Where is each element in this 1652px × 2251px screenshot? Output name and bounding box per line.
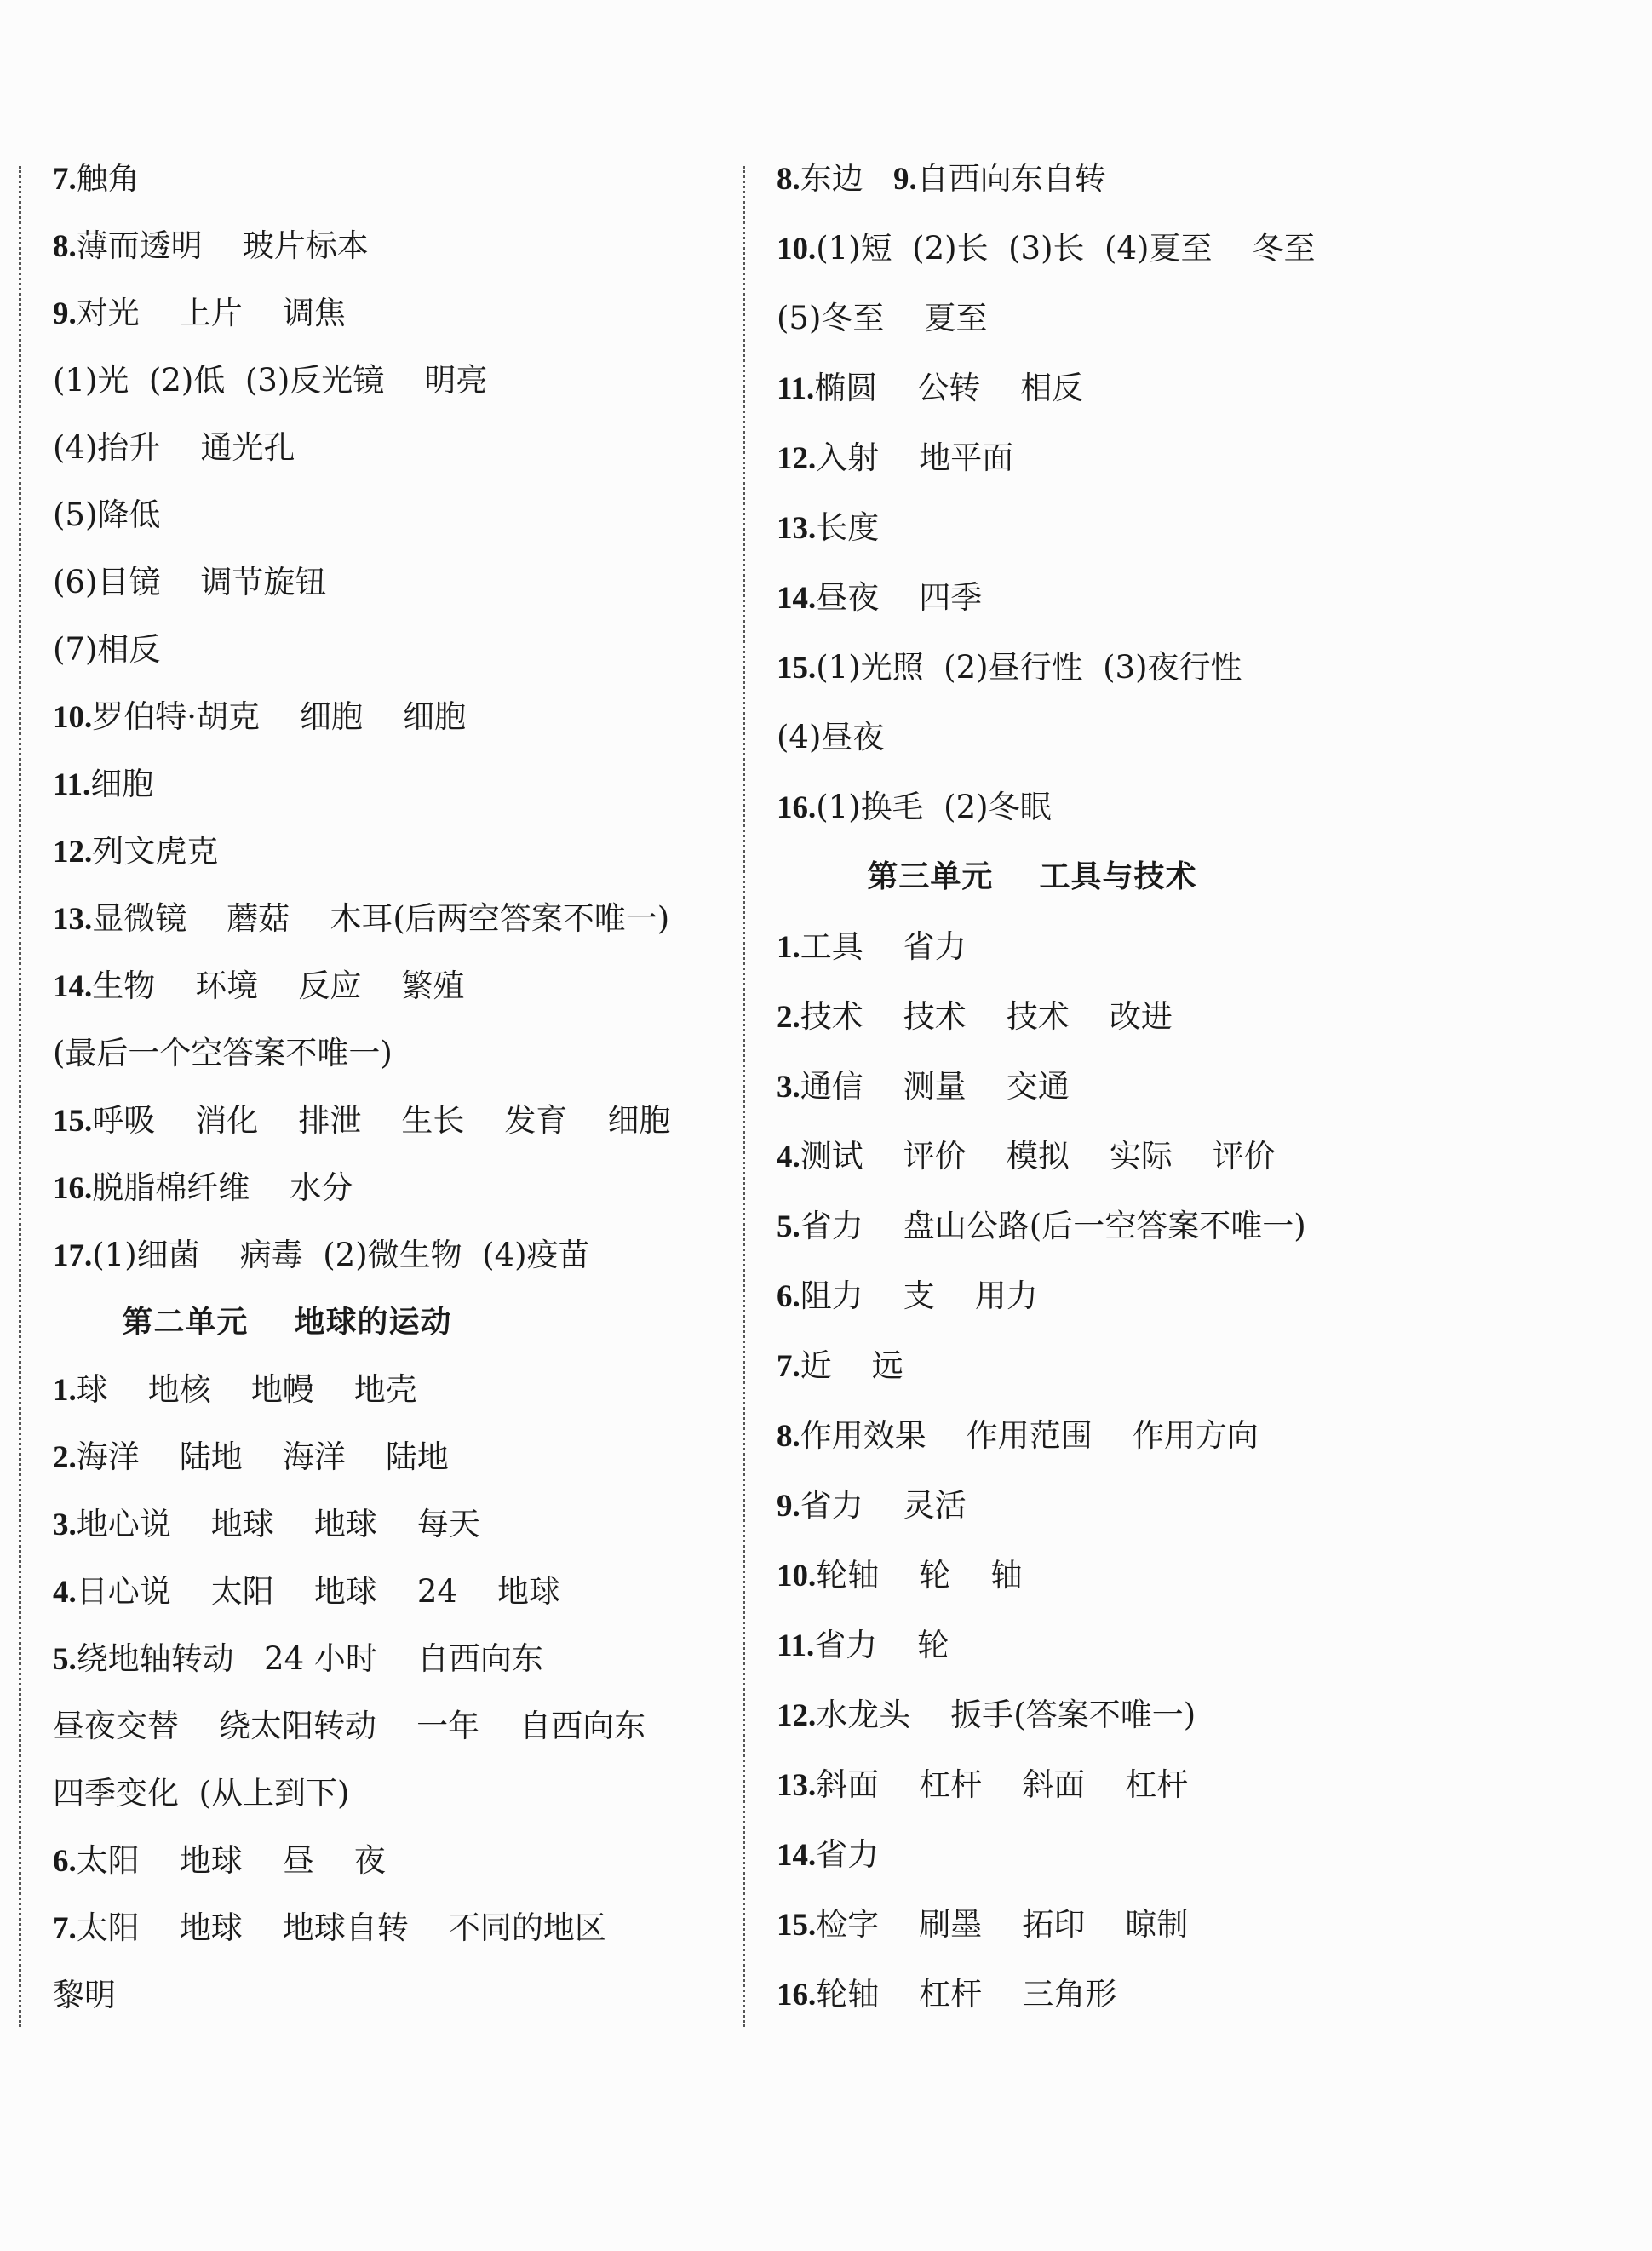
answer-text: 昼夜交替 绕太阳转动 一年 自西向东 (53, 1708, 646, 1744)
question-number: 16. (53, 1171, 93, 1206)
answer-text: (1)光 (2)低 (3)反光镜 明亮 (53, 362, 488, 399)
answer-line (53, 1709, 726, 1777)
answer-line (777, 1768, 1449, 1838)
answer-line (53, 1238, 726, 1306)
answer-text: 罗伯特·胡克 细胞 细胞 (92, 698, 467, 735)
answer-text: 东边 (800, 160, 894, 197)
answer-text: 阻力 支 用力 (800, 1278, 1038, 1314)
answer-line (53, 700, 726, 767)
answer-line (53, 1171, 726, 1238)
answer-line (53, 1575, 726, 1642)
answer-line (53, 566, 726, 633)
question-number: 5. (777, 1209, 800, 1244)
answer-text: (1)光照 (2)昼行性 (3)夜行性 (816, 649, 1242, 686)
answer-line (777, 511, 1449, 581)
question-number: 9. (777, 1489, 800, 1524)
question-number: 14. (777, 1838, 817, 1873)
answer-line (777, 651, 1449, 721)
answer-line (53, 1642, 726, 1709)
unit-heading: 第二单元 地球的运动 (122, 1305, 452, 1340)
answer-line (777, 930, 1449, 1000)
answer-text: 太阳 地球 地球自转 不同的地区 (76, 1909, 606, 1946)
question-number: 9. (53, 296, 77, 331)
answer-text: 轮轴 杠杆 三角形 (816, 1976, 1117, 2013)
answer-line (777, 1279, 1449, 1349)
answer-line (777, 1628, 1449, 1698)
unit-heading: 第三单元 工具与技术 (867, 859, 1197, 894)
answer-text: 工具 省力 (800, 928, 967, 965)
answer-text: (1)细菌 病毒 (2)微生物 (4)疫苗 (92, 1237, 590, 1273)
question-number: 7. (53, 162, 77, 197)
answer-line (777, 1209, 1449, 1279)
question-number: 15. (777, 1908, 817, 1943)
question-number: 17. (53, 1238, 93, 1273)
question-number: 12. (53, 835, 93, 870)
question-number: 12. (777, 441, 817, 476)
answer-line (53, 835, 726, 902)
answer-line (777, 162, 1449, 232)
question-number: 10. (53, 700, 93, 735)
answer-text: 近 远 (800, 1347, 903, 1384)
answer-text: (5)降低 (53, 497, 161, 533)
answer-text: 海洋 陆地 海洋 陆地 (76, 1438, 449, 1475)
answer-text: 生物 环境 反应 繁殖 (92, 968, 465, 1004)
answer-text: (4)昼夜 (777, 719, 885, 755)
column-divider-dotted-rule (743, 166, 745, 2027)
answer-line (53, 296, 726, 364)
answer-line (777, 1000, 1449, 1070)
answer-text: 球 地核 地幔 地壳 (76, 1371, 417, 1408)
answer-line (777, 1419, 1449, 1489)
answer-line (53, 767, 726, 835)
left-answer-column (53, 162, 726, 2046)
answer-text: 自西向东自转 (916, 160, 1106, 197)
answer-text: 技术 技术 技术 改进 (800, 998, 1173, 1035)
answer-line (53, 902, 726, 969)
answer-text: 显微镜 蘑菇 木耳(后两空答案不唯一) (92, 900, 670, 937)
answer-text: 对光 上片 调焦 (76, 295, 346, 331)
answer-line (53, 633, 726, 700)
answer-line (777, 1978, 1449, 2047)
answer-text: (5)冬至 夏至 (777, 300, 988, 336)
answer-text: 长度 (816, 509, 880, 546)
answer-text: 椭圆 公转 相反 (814, 370, 1084, 406)
answer-line (777, 1698, 1449, 1768)
answer-line (777, 1838, 1449, 1908)
question-number: 6. (777, 1279, 800, 1314)
answer-line (53, 1373, 726, 1440)
answer-text: 细胞 (90, 766, 154, 802)
answer-text: 太阳 地球 昼 夜 (76, 1842, 386, 1879)
answer-line (777, 1489, 1449, 1559)
question-number: 12. (777, 1698, 817, 1733)
answer-line (53, 1844, 726, 1911)
answer-text: 触角 (76, 160, 140, 197)
question-number: 4. (777, 1140, 800, 1174)
answer-line (777, 232, 1449, 301)
question-number: 1. (53, 1373, 77, 1408)
answer-line (53, 1036, 726, 1104)
answer-text: 地心说 地球 地球 每天 (76, 1506, 480, 1542)
answer-text: 四季变化 (从上到下) (53, 1775, 350, 1812)
question-number: 10. (777, 232, 817, 267)
answer-text: 斜面 杠杆 斜面 杠杆 (816, 1766, 1189, 1803)
right-answer-column (777, 162, 1449, 2047)
answer-line (777, 1559, 1449, 1628)
answer-text: (1)换毛 (2)冬眠 (816, 789, 1052, 825)
answer-line (777, 1070, 1449, 1140)
answer-line (53, 1104, 726, 1171)
question-number: 13. (777, 1768, 817, 1803)
question-number: 10. (777, 1559, 817, 1594)
answer-text: (6)目镜 调节旋钮 (53, 564, 327, 600)
answer-text: (最后一个空答案不唯一) (53, 1035, 393, 1071)
answer-line (777, 301, 1449, 371)
question-number: 8. (777, 162, 800, 197)
answer-text: 绕地轴转动 24 小时 自西向东 (76, 1640, 543, 1677)
answer-text: 脱脂棉纤维 水分 (92, 1169, 353, 1206)
answer-text: 省力 盘山公路(后一空答案不唯一) (800, 1208, 1306, 1244)
question-number: 4. (53, 1575, 77, 1610)
answer-text: 薄而透明 玻片标本 (76, 227, 369, 264)
answer-text: 省力 灵活 (800, 1487, 967, 1524)
question-number: 14. (777, 581, 817, 616)
answer-text: (4)抬升 通光孔 (53, 429, 295, 466)
answer-line (53, 364, 726, 431)
answer-text: 作用效果 作用范围 作用方向 (800, 1417, 1259, 1454)
answer-text: 呼吸 消化 排泄 生长 发育 细胞 (92, 1102, 671, 1139)
question-number: 9. (893, 162, 917, 197)
answer-line (53, 969, 726, 1036)
answer-text: 测试 评价 模拟 实际 评价 (800, 1138, 1276, 1174)
question-number: 8. (53, 229, 77, 264)
answer-text: 昼夜 四季 (816, 579, 983, 616)
question-number: 13. (53, 902, 93, 937)
question-number: 11. (777, 371, 815, 406)
answer-line (777, 790, 1449, 860)
answer-text: 入射 地平面 (816, 439, 1014, 476)
question-number: 2. (53, 1440, 77, 1475)
answer-text: 轮轴 轮 轴 (816, 1557, 1023, 1594)
question-number: 14. (53, 969, 93, 1004)
answer-line (53, 229, 726, 296)
question-number: 2. (777, 1000, 800, 1035)
question-number: 7. (53, 1911, 77, 1946)
question-number: 11. (53, 767, 91, 802)
answer-line (777, 1140, 1449, 1209)
question-number: 13. (777, 511, 817, 546)
answer-line (53, 1911, 726, 1978)
answer-line (777, 371, 1449, 441)
question-number: 3. (777, 1070, 800, 1105)
answer-line (777, 441, 1449, 511)
answer-text: 省力 (816, 1836, 880, 1873)
answer-line (53, 1978, 726, 2046)
question-number: 11. (777, 1628, 815, 1663)
answer-line (53, 498, 726, 566)
answer-text: 水龙头 扳手(答案不唯一) (816, 1697, 1196, 1733)
answer-text: 黎明 (53, 1977, 116, 2013)
answer-line (53, 1777, 726, 1844)
question-number: 8. (777, 1419, 800, 1454)
question-number: 16. (777, 790, 817, 825)
question-number: 7. (777, 1349, 800, 1384)
answer-line (777, 581, 1449, 651)
answer-text: 列文虎克 (92, 833, 219, 870)
answer-text: (1)短 (2)长 (3)长 (4)夏至 冬至 (816, 230, 1316, 267)
answer-line (777, 1349, 1449, 1419)
question-number: 16. (777, 1978, 817, 2013)
answer-text: (7)相反 (53, 631, 161, 668)
question-number: 3. (53, 1507, 77, 1542)
answer-line (777, 721, 1449, 790)
question-number: 1. (777, 930, 800, 965)
question-number: 6. (53, 1844, 77, 1879)
question-number: 5. (53, 1642, 77, 1677)
answer-line (53, 1440, 726, 1507)
answer-line (53, 431, 726, 498)
question-number: 15. (777, 651, 817, 686)
answer-line (777, 1908, 1449, 1978)
left-margin-dotted-rule (19, 166, 21, 2027)
answer-text: 检字 刷墨 拓印 晾制 (816, 1906, 1189, 1943)
question-number: 15. (53, 1104, 93, 1139)
answer-text: 通信 测量 交通 (800, 1068, 1070, 1105)
answer-text: 日心说 太阳 地球 24 地球 (76, 1573, 561, 1610)
answer-text: 省力 轮 (814, 1627, 949, 1663)
answer-line (53, 1507, 726, 1575)
answer-line (53, 162, 726, 229)
